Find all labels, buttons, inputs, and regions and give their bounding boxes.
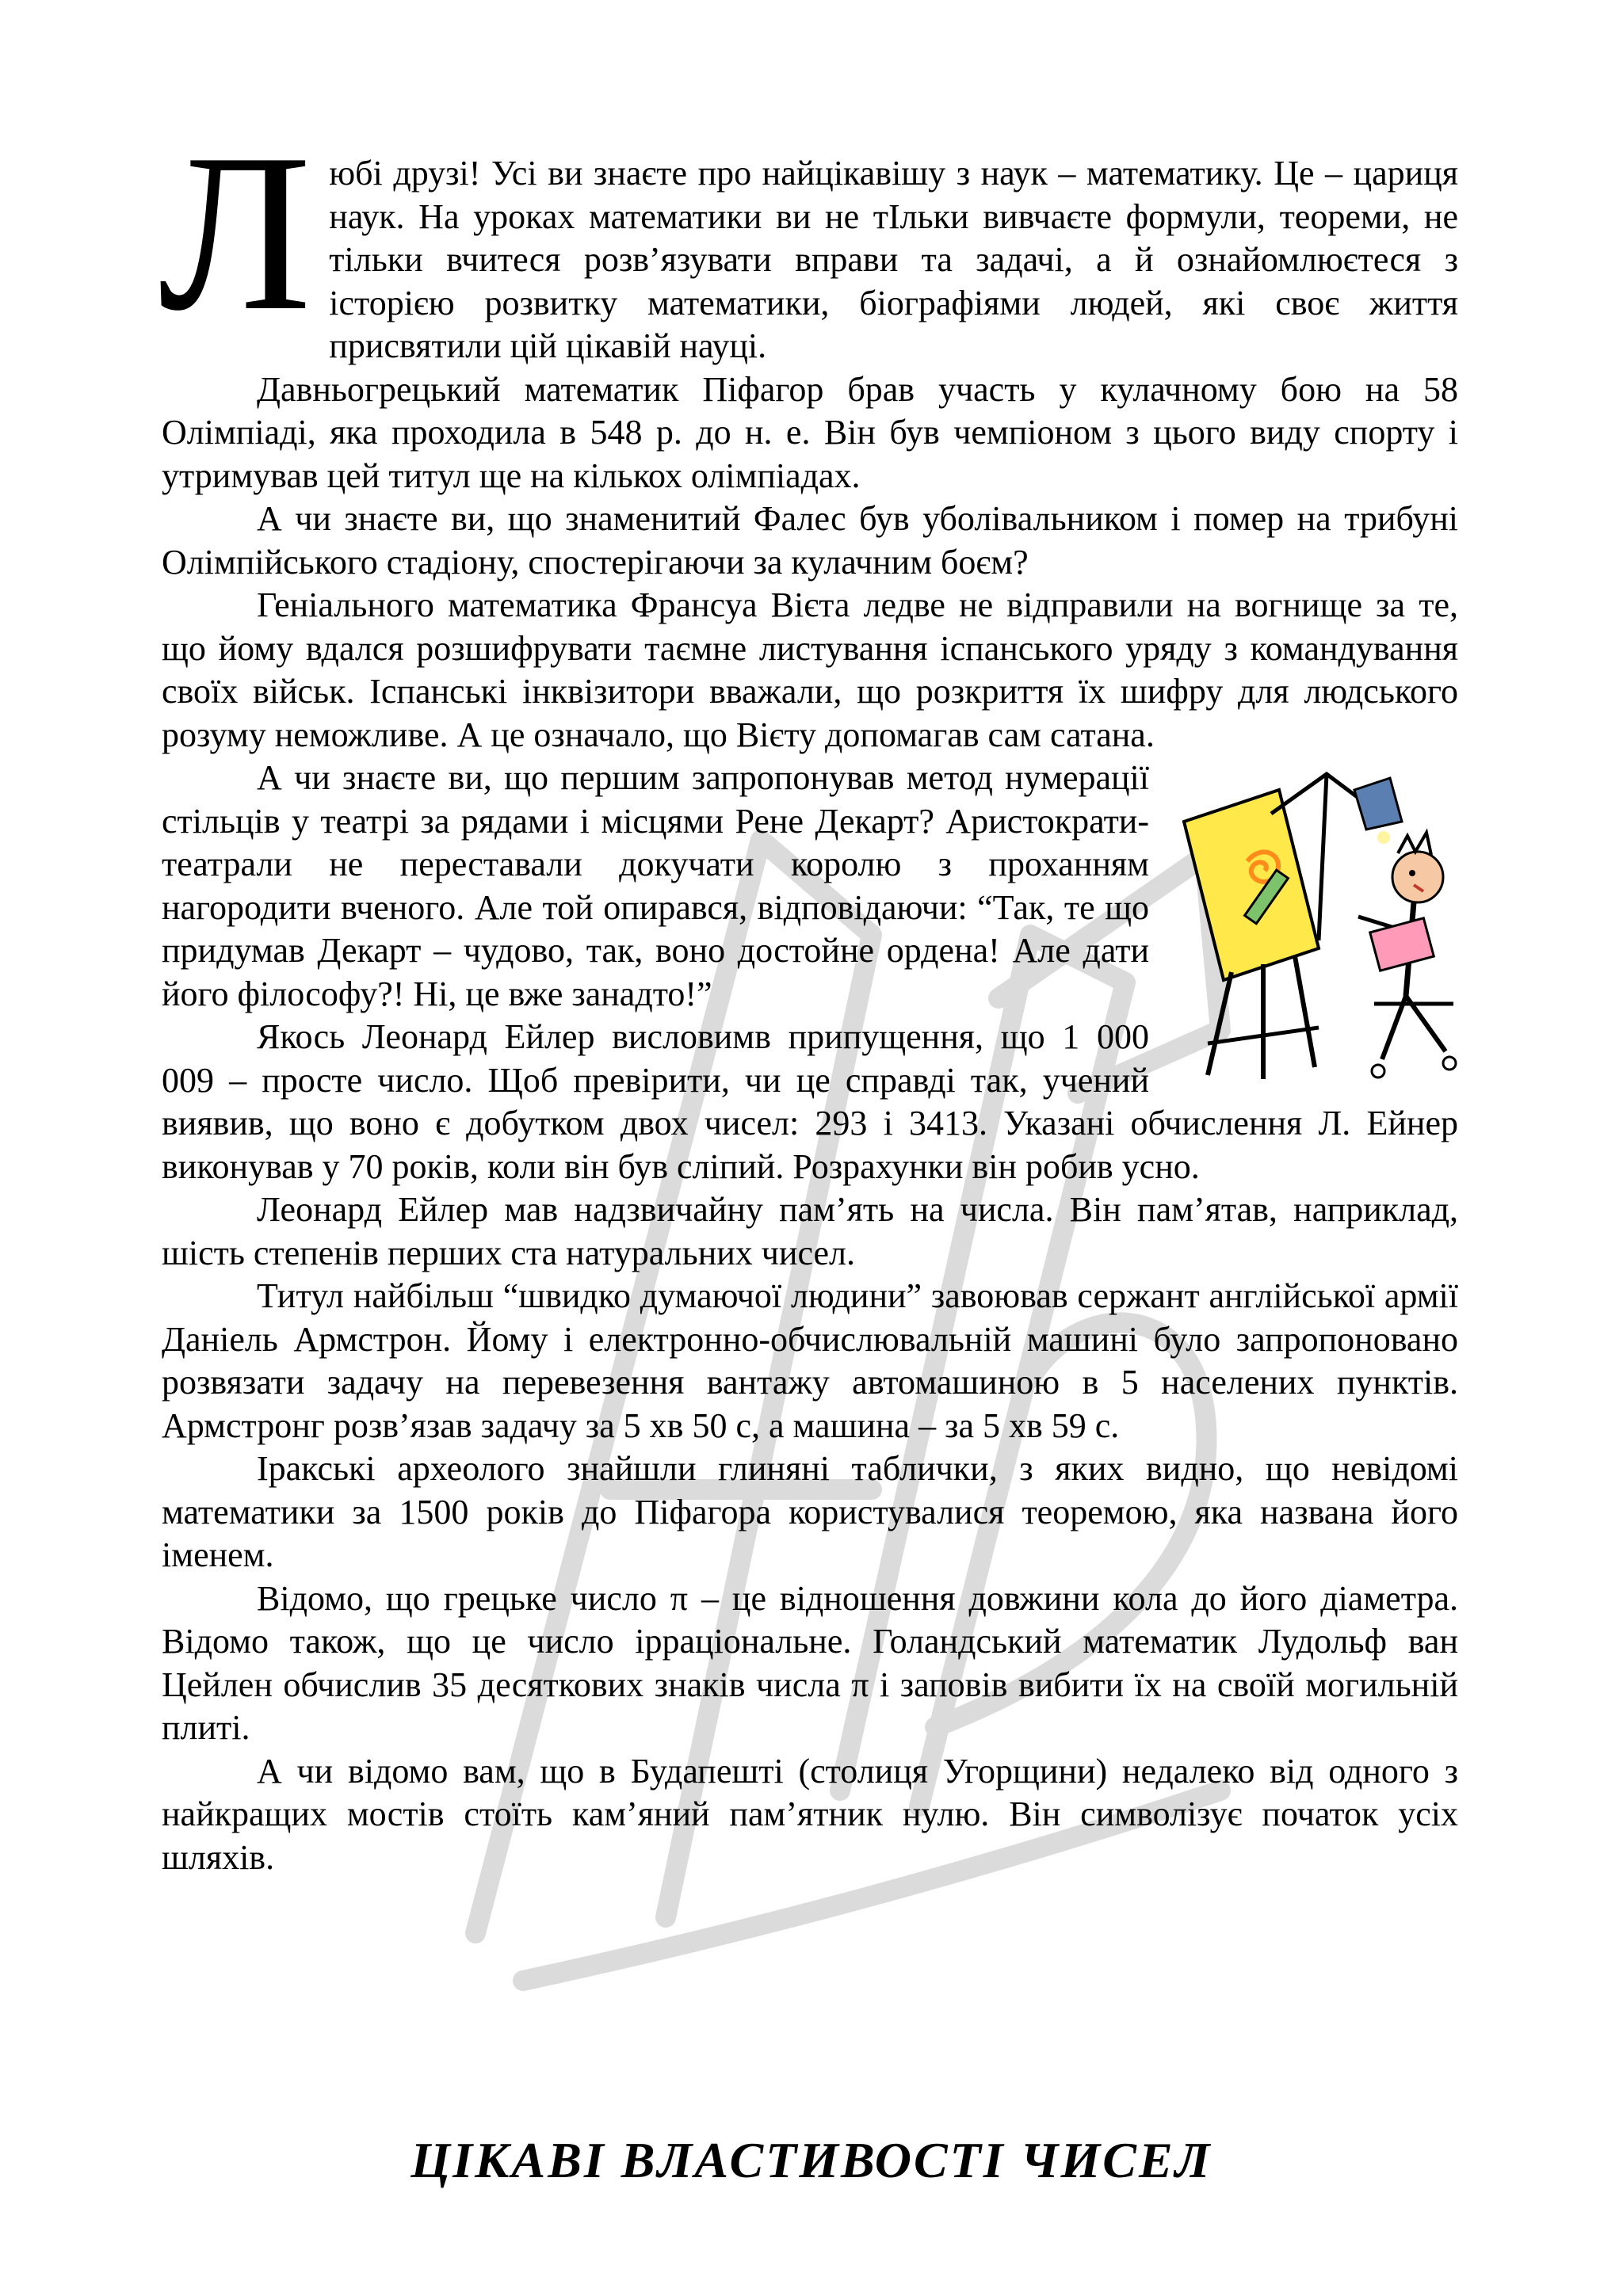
paragraph-euler-memory: Леонард Ейлер мав надзвичайну пам’ять на числа. Він пам’ятав, наприклад, шість степенів перших ста натуральних чисел. <box>162 1190 1458 1272</box>
paragraph-euler-prime: Якось Леонард Ейлер висловимв припущення, що 1 000 009 – просте число. Щоб превірити, чи це справді так, учений виявив, що воно є добутком двох чисел: 293 і 3413. Указані обчислення Л. Ейнер виконував у 70 років, коли він був сліпий. Розрахунки він робив усно. <box>162 1017 1458 1186</box>
paragraph-budapest: А чи відомо вам, що в Будапешті (столиця Угорщини) недалеко від одного з найкращих мостів стоїть кам’яний пам’ятник нулю. Він символізує початок усіх шляхів. <box>162 1751 1458 1877</box>
section-heading: ЦІКАВІ ВЛАСТИВОСТІ ЧИСЕЛ <box>411 2132 1212 2188</box>
paragraph-pi: Відомо, що грецьке число π – це відношення довжини кола до його діаметра. Відомо також, що це число ірраціональне. Голандський математик Лудольф ван Цейлен обчислив 35 десяткових знаків числа π і заповів вибити їх на своїй могильній плиті. <box>162 1578 1458 1747</box>
paragraph-pythagoras: Давньогрецький математик Піфагор брав участь у кулачному бою на 58 Олімпіаді, яка проходила в 548 р. до н. е. Він був чемпіоном з цього виду спорту і утримував цей титул ще на кількох олімпіадах. <box>162 369 1458 495</box>
paragraph-intro: юбі друзі! Усі ви знаєте про найцікавішу з наук – математику. Це – цариця наук. На уроках математики ви не тІльки вивчаєте формули, теореми, не тільки вчитеся розв’язувати вправи та задачі, а й ознайомлюєтеся з історією розвитку математики, біографіями людей, які своє життя присвятили цій цікавій науці. <box>329 154 1458 365</box>
paragraph-iraq-tablets: Іракські археолого знайшли глиняні таблички, з яких видно, що невідомі математики за 1500 років до Піфагора користувалися теоремою, яка названа його іменем. <box>162 1449 1458 1574</box>
paragraph-viete: Геніального математика Франсуа Вієта ледве не відправили на вогнище за те, що йому вдался розшифрувати таємне листування іспанського уряду з командування своїх військ. Іспанські інквізитори вважали, що розкриття їх шифру для людського розуму неможливе. А це означало, що Вієту допомагав сам сатана. <box>162 585 1458 754</box>
article-body <box>158 107 1458 1879</box>
drop-cap: Л <box>158 107 312 357</box>
paragraph-descartes: А чи знаєте ви, що першим запропонував метод нумерації стільців у театрі за рядами і місцями Рене Декарт? Аристократи-театрали не переставали докучати королю з проханням нагородити вченого. Але той опирався, відповідаючи: “Так, те що придумав Декарт – чудово, так, воно достойне ордена! Але дати його філософу?! Ні, це вже занадто!” <box>162 758 1149 1013</box>
paragraph-armstrong: Титул найбільш “швидко думаючої людини” завоював сержант англійської армії Даніель Армстрон. Йому і електронно-обчислювальній машині було запропоновано розвязати задачу на перевезення вантажу автомашиною в 5 населених пунктів. Армстронг розв’язав задачу за 5 хв 50 с, а машина – за 5 хв 59 с. <box>162 1276 1458 1445</box>
artist-at-easel-clipart <box>1176 766 1469 1083</box>
paragraph-thales: А чи знаєте ви, що знаменитий Фалес був уболівальником і помер на трибуні Олімпійського стадіону, спостерігаючи за кулачним боєм? <box>162 499 1458 582</box>
